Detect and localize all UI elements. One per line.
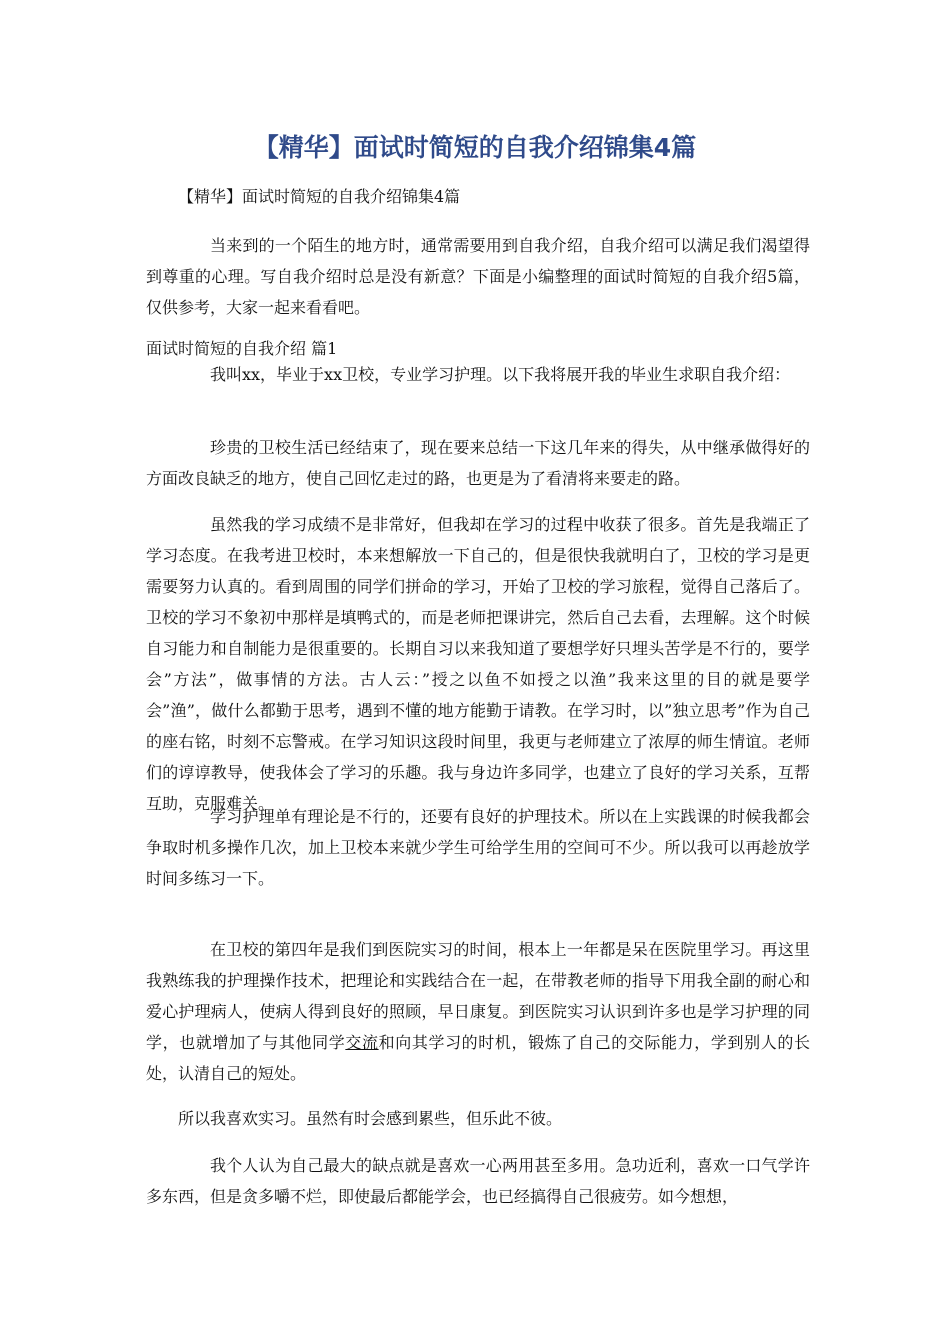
paragraph-5: [146, 934, 810, 1089]
exchange-link[interactable]: 交流: [345, 1033, 379, 1052]
paragraph-3: 虽然我的学习成绩不是非常好，但我却在学习的过程中收获了很多。首先是我端正了学习态度。在我考进卫校时，本来想解放一下自己的，但是很快我就明白了，卫校的学习是更需要努力认真的。看到周围的同学们拼命的学习，开始了卫校的学习旅程，觉得自己落后了。卫校的学习不象初中那样是填鸭式的，而是老师把课讲完，然后自己去看，去理解。这个时候自习能力和自制能力是很重要的。长期自习以来我知道了要想学好只埋头苦学是不行的，要学会”方法”，做事情的方法。古人云：”授之以鱼不如授之以渔”我来这里的目的就是要学会”渔”，做什么都勤于思考，遇到不懂的地方能勤于请教。在学习时，以”独立思考”作为自己的座右铭，时刻不忘警戒。在学习知识这段时间里，我更与老师建立了浓厚的师生情谊。老师们的谆谆教导，使我体会了学习的乐趣。我与身边许多同学，也建立了良好的学习关系，互帮互助，克服难关。: [146, 515, 810, 813]
paragraph-4: 学习护理单有理论是不行的，还要有良好的护理技术。所以在上实践课的时候我都会争取时机多操作几次，加上卫校本来就少学生可给学生用的空间可不少。所以我可以再趁放学时间多练习一下。: [146, 807, 810, 888]
intro-paragraph: 当来到的一个陌生的地方时，通常需要用到自我介绍，自我介绍可以满足我们渴望得到尊重的心理。写自我介绍时总是没有新意？下面是小编整理的面试时简短的自我介绍5篇，仅供参考，大家一起来看看吧。: [146, 236, 810, 317]
document-subtitle: 【精华】面试时简短的自我介绍锦集4篇: [178, 187, 461, 206]
paragraph-6: 所以我喜欢实习。虽然有时会感到累些，但乐此不彼。: [178, 1109, 563, 1128]
paragraph-5-text-start: 在卫校的第四年是我们到医院实习的时间，根本上一年都是呆在医院里学习。再这里我熟练我的护理操作技术，把理论和实践结合在一起，在带教老师的指导下用我全副的耐心和爱心护理病人，使病人得到良好的照顾，早日康复。到医院实习认识到许多也是学习护理的同学，也就增加了与其他同学: [146, 940, 810, 1052]
paragraph-5-text-end: 和向其学习的时机，锻炼了自己的交际能力，学到别人的长处，认清自己的短处。: [146, 1033, 810, 1083]
paragraph-1: 我叫xx，毕业于xx卫校，专业学习护理。以下我将展开我的毕业生求职自我介绍：: [210, 365, 791, 384]
paragraph-2: 珍贵的卫校生活已经结束了，现在要来总结一下这几年来的得失，从中继承做得好的方面改良缺乏的地方，使自己回忆走过的路，也更是为了看清将来要走的路。: [146, 438, 810, 488]
section-heading: 面试时简短的自我介绍 篇1: [146, 339, 338, 358]
paragraph-7: 我个人认为自己最大的缺点就是喜欢一心两用甚至多用。急功近利，喜欢一口气学许多东西，但是贪多嚼不烂，即使最后都能学会，也已经搞得自己很疲劳。如今想想，: [146, 1156, 810, 1206]
document-title: 【精华】面试时简短的自我介绍锦集4篇: [253, 133, 697, 162]
